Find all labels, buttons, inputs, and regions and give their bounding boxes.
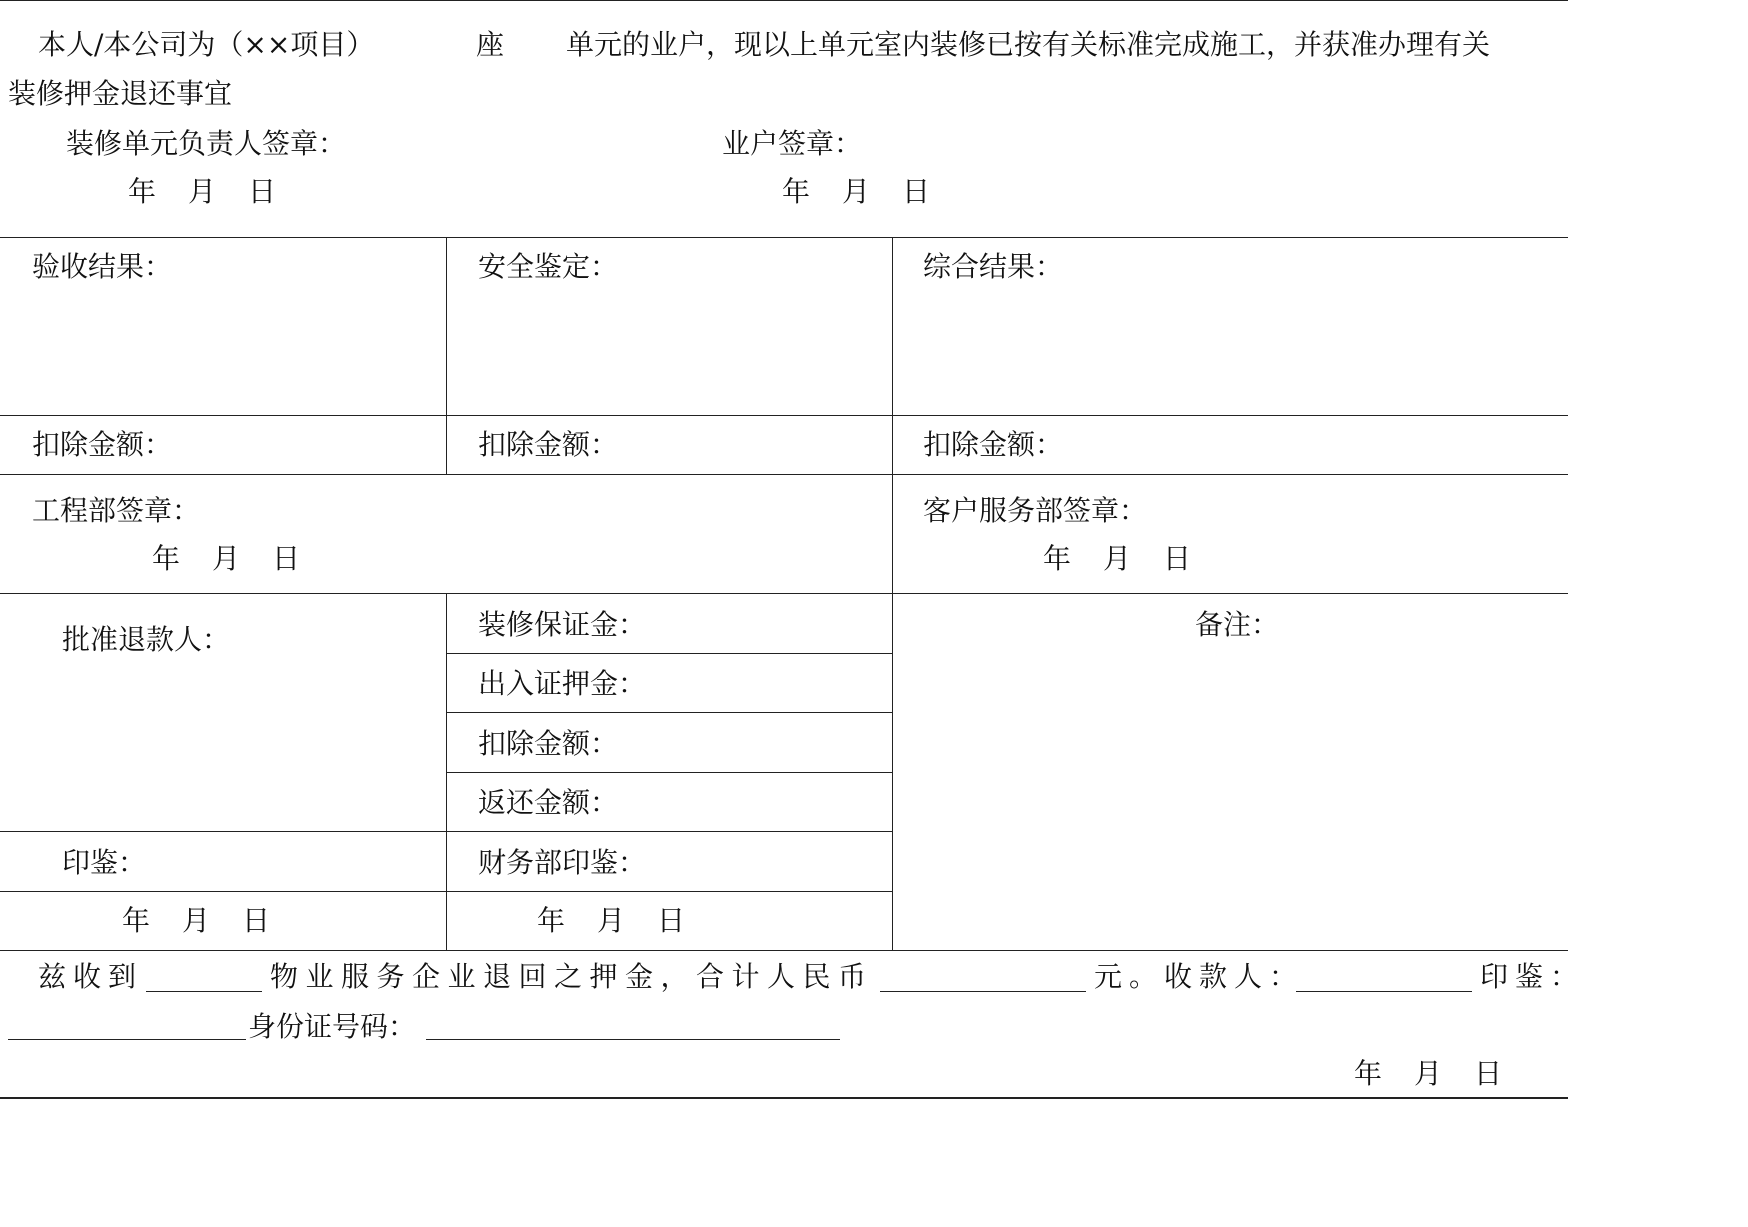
date-year: 年 [152, 542, 181, 575]
deduction-label-1: 扣除金额： [32, 428, 173, 461]
deduction-label-2: 扣除金额： [478, 428, 619, 461]
row-line-1 [0, 415, 1568, 416]
receipt-yuan-payee: 元。收款人： [1094, 960, 1305, 993]
engineering-seal-label: 工程部签章： [32, 494, 201, 527]
receipt-amount-blank[interactable] [880, 991, 1086, 992]
col-line-1a [446, 237, 447, 475]
seal-label: 印鉴： [62, 846, 147, 879]
pass-deposit-label: 出入证押金： [478, 667, 647, 700]
receipt-payee-blank[interactable] [1296, 991, 1472, 992]
row-line-4 [447, 653, 893, 654]
owner-date [782, 175, 931, 208]
customer-service-date [1043, 542, 1192, 575]
engineering-date [152, 542, 301, 575]
seal-date [122, 904, 271, 937]
row-line-2 [0, 474, 1568, 475]
table-top-line [0, 237, 1568, 238]
date-year: 年 [1043, 542, 1072, 575]
finance-seal-label: 财务部印鉴： [478, 846, 647, 879]
top-border [0, 0, 1568, 1]
date-day: 日 [657, 904, 686, 937]
table-bottom-line [0, 950, 1568, 951]
date-month: 月 [1414, 1057, 1443, 1090]
remarks-label: 备注： [1195, 608, 1280, 641]
date-month: 月 [842, 175, 871, 208]
id-number-label: 身份证号码： [248, 1010, 417, 1043]
owner-sign-label: 业户签章： [722, 127, 863, 160]
row-line-3 [0, 593, 1568, 594]
declaration-part2: 座 [476, 28, 505, 61]
receipt-seal-label: 印鉴： [1480, 960, 1586, 993]
return-amount-label: 返还金额： [478, 786, 619, 819]
date-day: 日 [272, 542, 301, 575]
customer-service-seal-label: 客户服务部签章： [923, 494, 1148, 527]
date-year: 年 [122, 904, 151, 937]
row-line-6 [447, 772, 893, 773]
date-day: 日 [1163, 542, 1192, 575]
date-month: 月 [597, 904, 626, 937]
date-day: 日 [902, 175, 931, 208]
safety-check-label: 安全鉴定： [478, 250, 619, 283]
date-year: 年 [1354, 1057, 1383, 1090]
declaration-part3: 单元的业户，现以上单元室内装修已按有关标准完成施工，并获准办理有关 [566, 28, 1491, 61]
date-month: 月 [182, 904, 211, 937]
col-line-2 [892, 237, 893, 951]
refund-approver-label: 批准退款人： [62, 623, 231, 656]
receipt-middle: 物业服务企业退回之押金，合计人民币 [270, 960, 874, 993]
date-day: 日 [248, 175, 277, 208]
col-line-1b [446, 593, 447, 951]
date-day: 日 [1474, 1057, 1503, 1090]
declaration-line2: 装修押金退还事宜 [8, 77, 233, 110]
date-year: 年 [128, 175, 157, 208]
contractor-sign-label: 装修单元负责人签章： [66, 127, 347, 160]
receipt-date [1354, 1057, 1503, 1090]
receipt-prefix: 兹收到 [38, 960, 144, 993]
date-month: 月 [188, 175, 217, 208]
contractor-date [128, 175, 277, 208]
date-month: 月 [212, 542, 241, 575]
date-month: 月 [1103, 542, 1132, 575]
overall-result-label: 综合结果： [923, 250, 1064, 283]
renovation-deposit-label: 装修保证金： [478, 608, 647, 641]
receipt-received-blank[interactable] [146, 991, 262, 992]
declaration-part1: 本人/本公司为（××项目） [38, 28, 375, 61]
id-number-blank[interactable] [426, 1039, 840, 1040]
deduction-label-3: 扣除金额： [923, 428, 1064, 461]
refund-deduction-label: 扣除金额： [478, 727, 619, 760]
inspection-result-label: 验收结果： [32, 250, 173, 283]
finance-seal-date [537, 904, 686, 937]
date-year: 年 [537, 904, 566, 937]
bottom-border [0, 1097, 1568, 1099]
date-year: 年 [782, 175, 811, 208]
receipt-seal-blank[interactable] [8, 1039, 246, 1040]
date-day: 日 [242, 904, 271, 937]
row-line-5 [447, 712, 893, 713]
